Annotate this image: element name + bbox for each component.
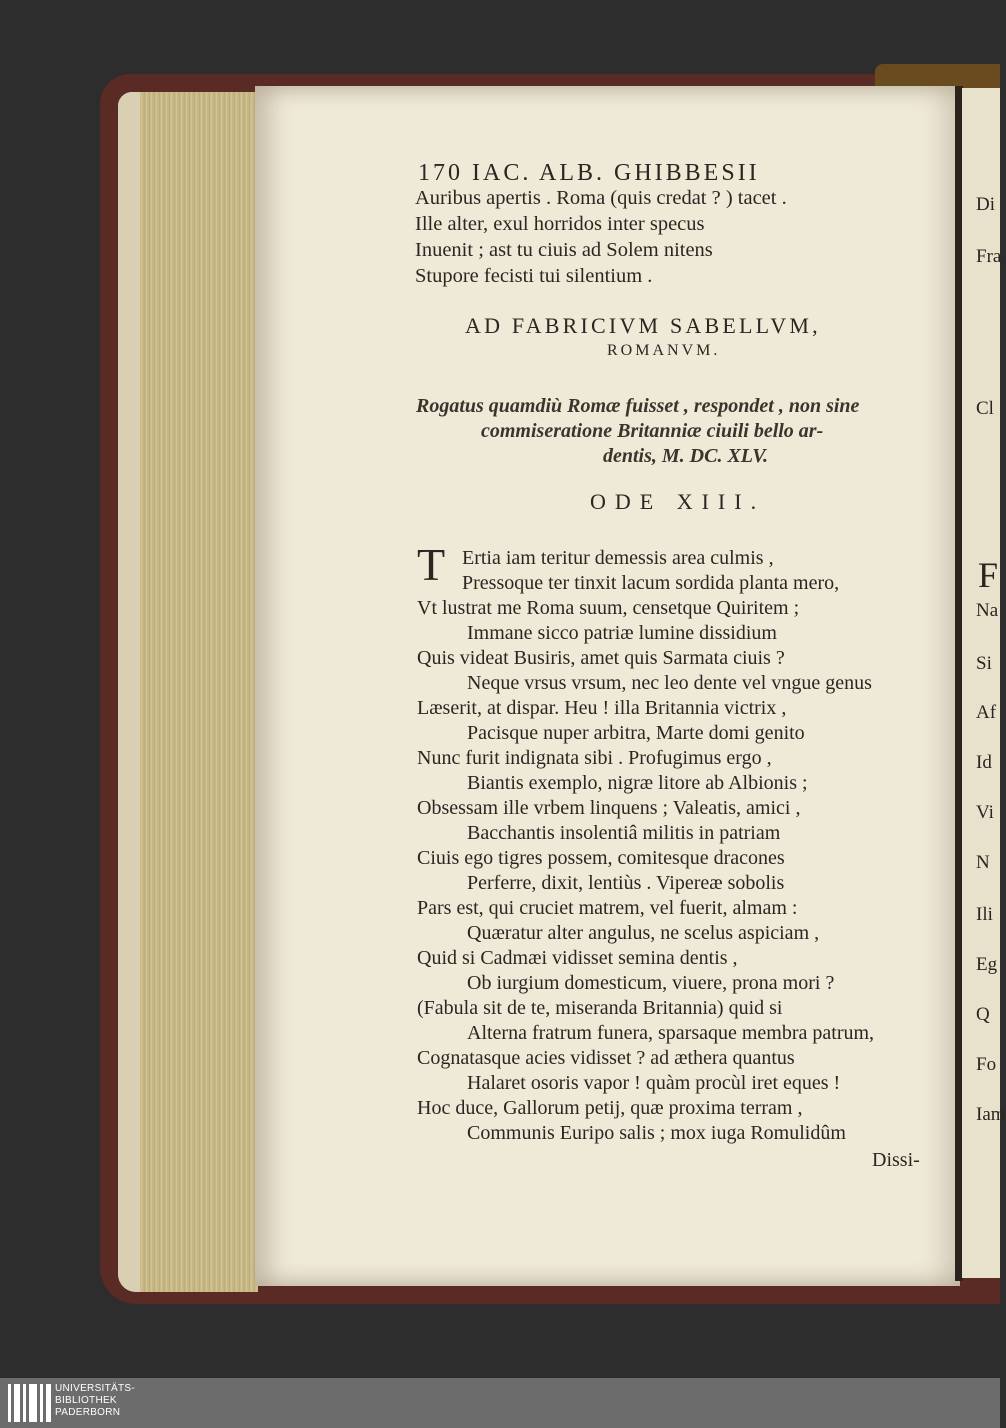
next-page-fragment: Fo [976, 1054, 997, 1075]
ode-line: Cognatasque acies vidisset ? ad æthera quantus [417, 1047, 795, 1069]
library-name-line: PADERBORN [55, 1407, 121, 1418]
ode-line: Ciuis ego tigres possem, comitesque dracones [417, 847, 785, 869]
next-page-fragment: Id [976, 752, 992, 773]
ode-line: Læserit, at dispar. Heu ! illa Britannia victrix , [417, 697, 787, 719]
running-head: 170 IAC. ALB. GHIBBESII [418, 160, 760, 186]
right-page-fragment [962, 88, 1006, 1278]
ode-line: Ertia iam teritur demessis area culmis , [462, 547, 774, 569]
next-page-fragment: Na [976, 600, 999, 621]
library-name [55, 1383, 135, 1419]
ode-line: Hoc duce, Gallorum petij, quæ proxima terram , [417, 1097, 803, 1119]
ode-line: Nunc furit indignata sibi . Profugimus ergo , [417, 747, 772, 769]
ode-line: Halaret osoris vapor ! quàm procùl iret eques ! [467, 1072, 841, 1094]
ode-line: Obsessam ille vrbem linquens ; Valeatis, amici , [417, 797, 801, 819]
library-name-line: UNIVERSITÄTS- [55, 1383, 136, 1394]
next-page-fragment: Di [976, 194, 995, 215]
library-footer [0, 1378, 1000, 1428]
library-logo-icon [8, 1384, 52, 1422]
next-page-fragment: Vi [976, 802, 994, 823]
next-page-fragment: Eg [976, 954, 998, 975]
next-page-fragment: F [978, 555, 999, 595]
ode-line: Pressoque ter tinxit lacum sordida planta mero, [462, 572, 840, 594]
ode-line: Alterna fratrum funera, sparsaque membra patrum, [467, 1022, 875, 1044]
ode-line: Pars est, qui cruciet matrem, vel fuerit, almam : [417, 897, 798, 919]
verse-line: Ille alter, exul horridos inter specus [415, 213, 705, 235]
ode-line: Pacisque nuper arbitra, Marte domi genito [467, 722, 805, 744]
verse-line: Auribus apertis . Roma (quis credat ? ) tacet . [415, 187, 787, 209]
poem-title-subline: ROMANVM. [607, 342, 721, 359]
ode-line: Biantis exemplo, nigræ litore ab Albionis ; [467, 772, 808, 794]
catchword: Dissi- [872, 1149, 920, 1171]
next-page-fragment: N [976, 852, 990, 873]
next-page-fragment: Si [976, 653, 992, 674]
page-block-front [118, 92, 140, 1292]
next-page-fragment: Cl [976, 398, 994, 419]
ode-line: Quid si Cadmæi vidisset semina dentis , [417, 947, 738, 969]
ode-line: Neque vrsus vrsum, nec leo dente vel vngue genus [467, 672, 872, 694]
ode-line: Quis videat Busiris, amet quis Sarmata ciuis ? [417, 647, 785, 669]
argument-line: Rogatus quamdiù Romæ fuisset , respondet , non sine [416, 395, 860, 417]
next-page-fragment: Ili [976, 904, 993, 925]
next-page-fragment: Q [976, 1004, 990, 1025]
next-page-fragment: Iam [976, 1104, 1006, 1125]
ode-line: (Fabula sit de te, miseranda Britannia) quid si [417, 997, 783, 1019]
poem-title: AD FABRICIVM SABELLVM, [465, 313, 821, 338]
ode-line: Perferre, dixit, lentiùs . Vipereæ sobolis [467, 872, 785, 894]
ode-line: Ob iurgium domesticum, viuere, prona mori ? [467, 972, 835, 994]
verse-line: Stupore fecisti tui silentium . [415, 265, 653, 287]
next-page-fragment: Fra [976, 246, 1002, 267]
ode-line: Immane sicco patriæ lumine dissidium [467, 622, 777, 644]
ode-line: Quæratur alter angulus, ne scelus aspiciam , [467, 922, 820, 944]
verse-line: Inuenit ; ast tu ciuis ad Solem nitens [415, 239, 713, 261]
argument-line: commiseratione Britanniæ ciuili bello ar- [481, 420, 824, 442]
next-page-fragment: Af [976, 702, 997, 723]
ode-line: Vt lustrat me Roma suum, censetque Quiritem ; [417, 597, 800, 619]
ode-line: Bacchantis insolentiâ militis in patriam [467, 822, 781, 844]
ode-title: ODE XIII. [590, 489, 766, 514]
ode-line: Communis Euripo salis ; mox iuga Romulidûm [467, 1122, 846, 1144]
argument-line: dentis, M. DC. XLV. [603, 445, 769, 467]
drop-cap: T [417, 539, 446, 590]
library-name-line: BIBLIOTHEK [55, 1395, 117, 1406]
